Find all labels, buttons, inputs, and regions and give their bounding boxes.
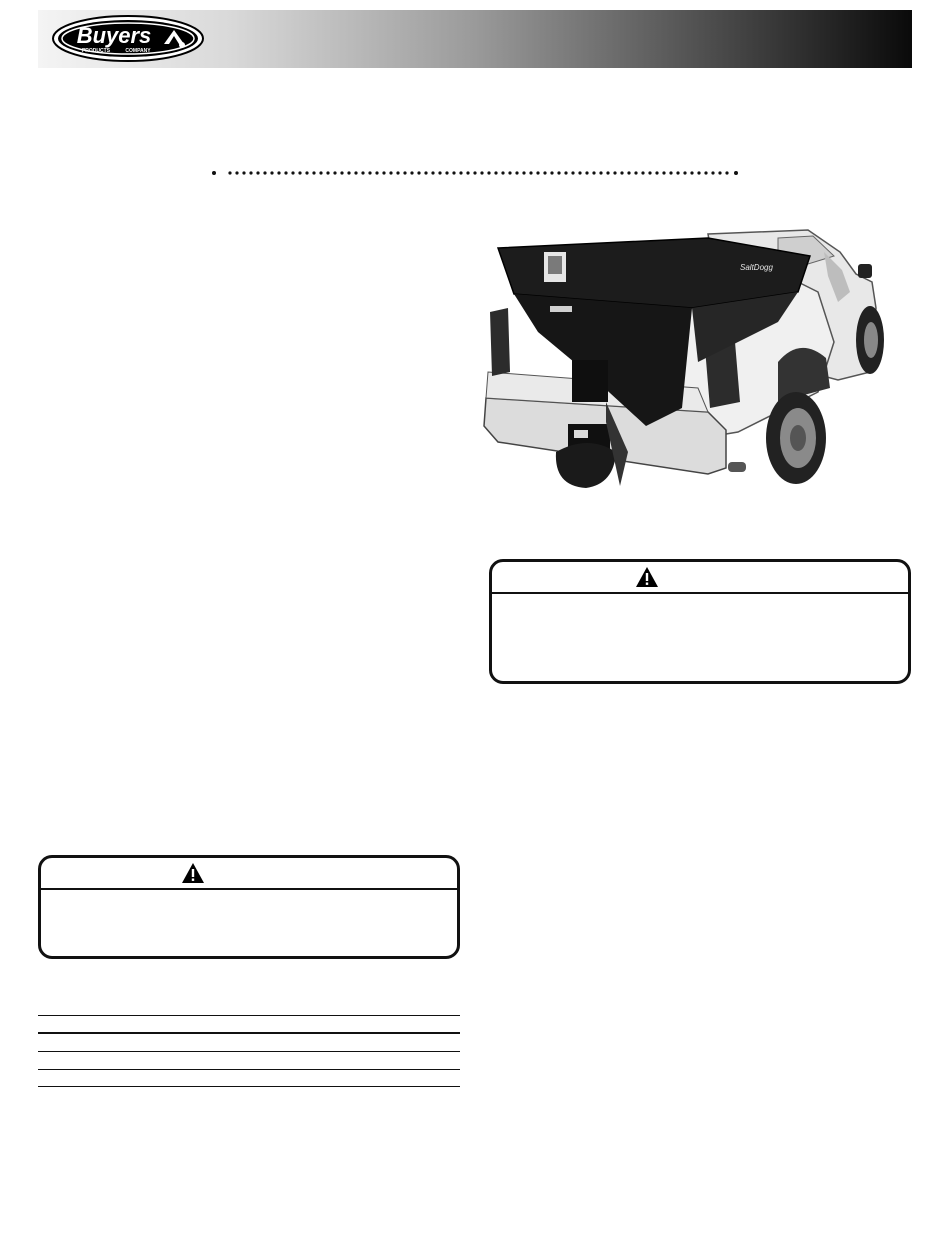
warning-header [492,562,908,594]
warning-box [38,855,460,959]
svg-text:Buyers: Buyers [76,23,152,48]
warning-header [41,858,457,890]
table-rule [38,1051,460,1052]
warning-box [489,559,911,684]
table-rule [38,1015,460,1016]
hopper-brand-label: SaltDogg [740,263,773,272]
table-rule [38,1069,460,1070]
svg-text:COMPANY: COMPANY [125,48,151,54]
dotted-divider [210,169,740,177]
svg-text:PRODUCTS: PRODUCTS [81,48,111,54]
table-rule [38,1032,460,1034]
truck-spreader-photo [478,212,890,502]
table-rule [38,1086,460,1087]
warning-triangle-icon [181,862,205,884]
buyers-logo [52,15,204,62]
warning-triangle-icon [635,566,659,588]
